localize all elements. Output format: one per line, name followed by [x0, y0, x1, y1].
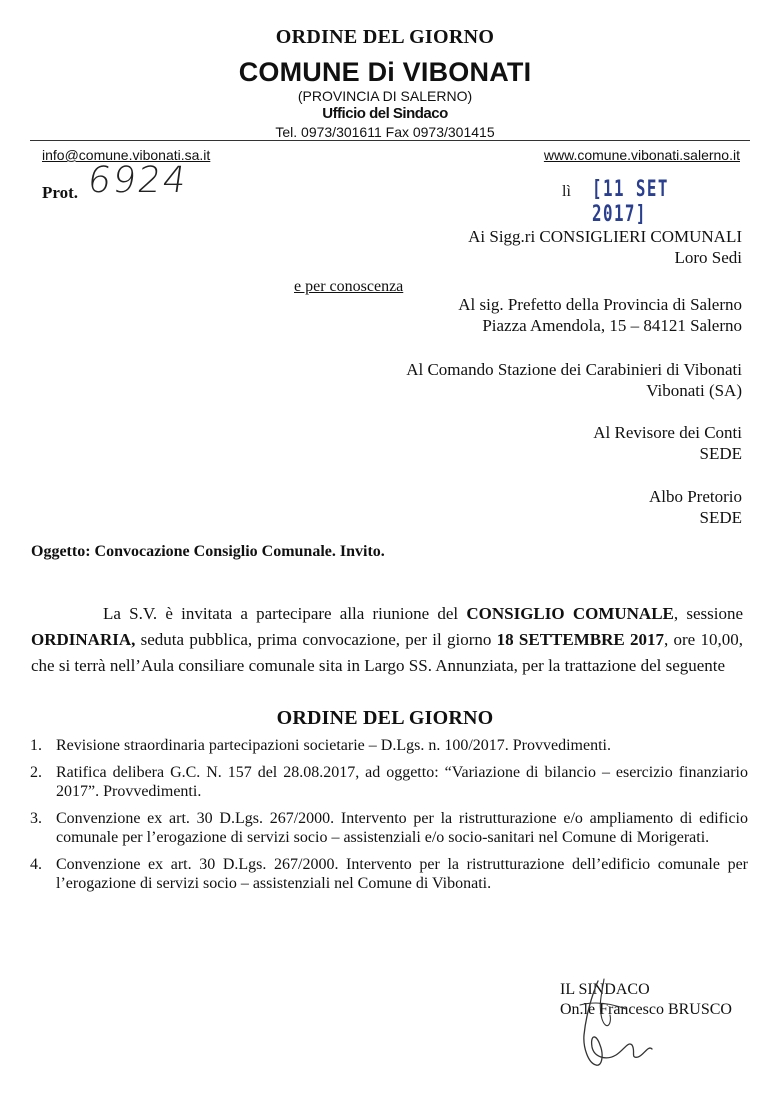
body-bold: 18 SETTEMBRE 2017 — [496, 630, 664, 649]
recipient-line: Al sig. Prefetto della Provincia di Salerno — [458, 295, 742, 314]
body-text: , ore 10,00, che si terrà nell’Aula consiliare comunale sita in Largo SS. Annunziata, per la trattazione del seguente — [31, 630, 743, 675]
phone-fax: Tel. 0973/301611 Fax 0973/301415 — [275, 124, 495, 140]
agenda-item — [30, 809, 748, 847]
subject-line — [31, 543, 385, 561]
body-text: La S.V. è invitata a partecipare alla riunione del — [103, 604, 467, 623]
recipient-block — [593, 422, 742, 464]
handwritten-signature — [540, 975, 670, 1080]
agenda-text: Revisione straordinaria partecipazioni societarie – D.Lgs. n. 100/2017. Provvedimenti. — [56, 737, 611, 754]
date-stamp: [11 SET 2017] — [592, 177, 669, 227]
agenda-number: 3. — [30, 810, 42, 827]
recipient-block — [406, 359, 742, 401]
place-label: lì — [562, 183, 571, 200]
agenda-item — [30, 763, 748, 801]
recipient-line: Ai Sigg.ri CONSIGLIERI COMUNALI — [468, 227, 742, 246]
agenda-list — [30, 736, 748, 901]
signoff-title: IL SINDACO — [560, 981, 650, 998]
recipient-block — [649, 486, 742, 528]
recipient-line: Albo Pretorio — [648, 487, 742, 506]
recipient-line: Loro Sedi — [674, 248, 742, 267]
agenda-title: ORDINE DEL GIORNO — [276, 707, 494, 729]
body-paragraph — [31, 601, 743, 679]
body-bold: CONSIGLIO COMUNALE — [466, 604, 674, 623]
recipient-line: SEDE — [699, 508, 742, 527]
recipient-block — [468, 226, 742, 268]
protocol-label: Prot. — [42, 183, 79, 202]
agenda-item — [30, 736, 748, 755]
website-link[interactable]: www.comune.vibonati.salerno.it — [543, 147, 740, 163]
recipient-line: Al Comando Stazione dei Carabinieri di Vibonati — [406, 360, 742, 379]
agenda-item — [30, 855, 748, 893]
protocol-number: 6924 — [85, 160, 191, 201]
body-bold: ORDINARIA, — [31, 630, 136, 649]
date-stamp-text: 11 SET 2017 — [592, 177, 669, 227]
municipality-name: COMUNE Di VIBONATI — [238, 57, 532, 87]
recipient-block — [458, 294, 742, 336]
agenda-text: Convenzione ex art. 30 D.Lgs. 267/2000. Intervento per la ristrutturazione e/o ampliamento di edificio comunale per l’erogazione di servizi socio – assistenziali e/o socio-sanitari nel Comune di Morigerati. — [56, 810, 748, 846]
subject-text: : Convocazione Consiglio Comunale. Invito. — [85, 543, 385, 560]
agenda-number: 2. — [30, 764, 42, 781]
document-heading: ORDINE DEL GIORNO — [275, 26, 495, 48]
agenda-text: Convenzione ex art. 30 D.Lgs. 267/2000. Intervento per la ristrutturazione dell’edificio comunale per l’erogazione di servizi socio – assistenziali nel Comune di Vibonati. — [56, 856, 748, 892]
email-link[interactable]: info@comune.vibonati.sa.it — [42, 147, 211, 163]
agenda-number: 4. — [30, 856, 42, 873]
recipient-line: Piazza Amendola, 15 – 84121 Salerno — [482, 316, 742, 335]
subject-label: Oggetto — [31, 543, 86, 560]
recipient-line: Vibonati (SA) — [646, 381, 742, 400]
signoff-name: On.le Francesco BRUSCO — [560, 1001, 732, 1018]
body-text: seduta pubblica, prima convocazione, per il giorno — [135, 630, 497, 649]
recipient-line: SEDE — [699, 444, 742, 463]
office-name: Ufficio del Sindaco — [322, 105, 448, 122]
body-text: , sessione — [673, 604, 743, 623]
per-conoscenza-label: e per conoscenza — [294, 278, 404, 295]
agenda-number: 1. — [30, 737, 42, 754]
header-divider — [30, 140, 750, 141]
province-name: (PROVINCIA DI SALERNO) — [297, 88, 473, 104]
agenda-text: Ratifica delibera G.C. N. 157 del 28.08.2017, ad oggetto: “Variazione di bilancio – esercizio finanziario 2017”. Provvedimenti. — [56, 764, 748, 800]
recipient-line: Al Revisore dei Conti — [593, 423, 742, 442]
